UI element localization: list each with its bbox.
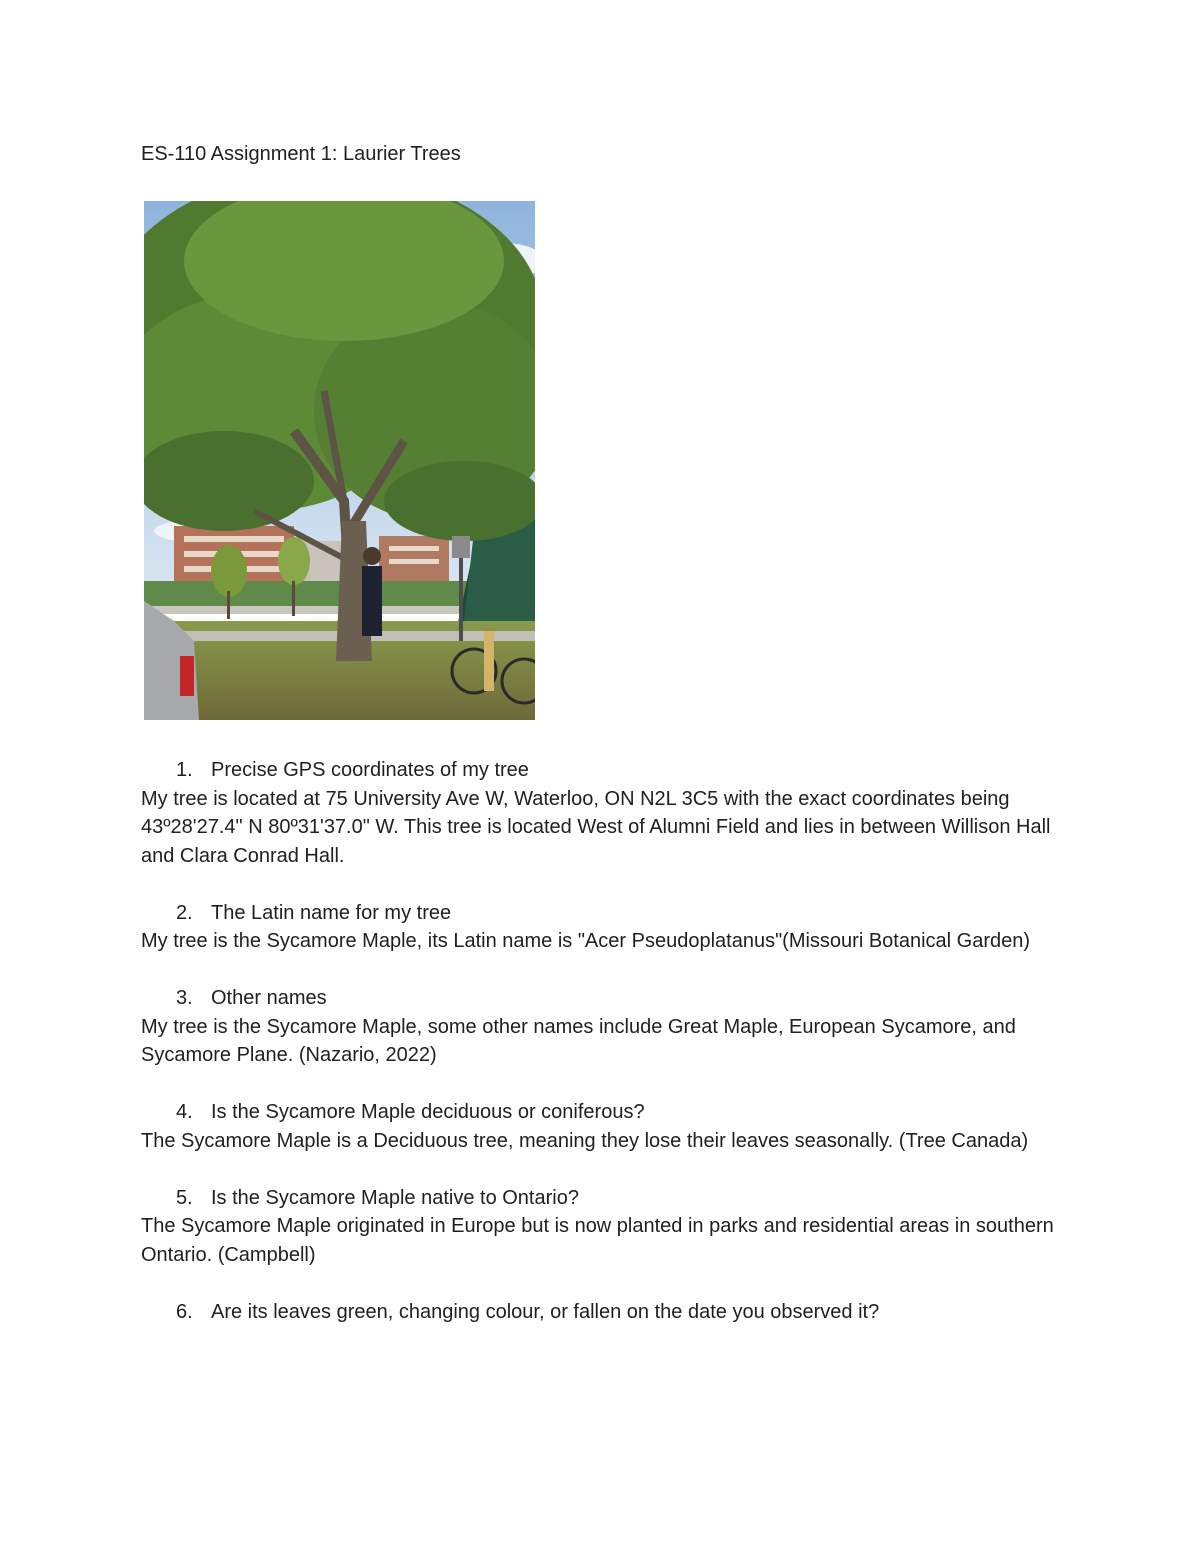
answer-5: The Sycamore Maple originated in Europe but is now planted in parks and residential areas in southern Ontario. (Campbell): [141, 1215, 1054, 1266]
document-title: ES-110 Assignment 1: Laurier Trees: [141, 143, 461, 165]
answer-3: My tree is the Sycamore Maple, some other names include Great Maple, European Sycamore, and Sycamore Plane. (Nazario, 2022): [141, 1015, 1016, 1066]
question-2: 2. The Latin name for my tree: [176, 901, 452, 924]
question-3: 3. Other names: [176, 987, 327, 1009]
question-6: 6. Are its leaves green, changing colour, or fallen on the date you observed it?: [176, 1300, 880, 1323]
answer-2: My tree is the Sycamore Maple, its Latin name is "Acer Pseudoplatanus"(Missouri Botanical Garden): [141, 930, 1031, 952]
assignment-content: [141, 756, 1071, 1326]
question-5: 5. Is the Sycamore Maple native to Ontario?: [176, 1186, 579, 1209]
question-4: 4. Is the Sycamore Maple deciduous or coniferous?: [176, 1101, 645, 1123]
answer-1: My tree is located at 75 University Ave W, Waterloo, ON N2L 3C5 with the exact coordinates being 43º28'27.4" N 80º31'37.0" W. This tree is located West of Alumni Field and lies in between Willison Hall and Clara Conrad Hall.: [141, 787, 1051, 867]
tree-photo: [144, 201, 535, 720]
question-1: 1. Precise GPS coordinates of my tree: [176, 759, 529, 781]
answer-4: The Sycamore Maple is a Deciduous tree, meaning they lose their leaves seasonally. (Tree Canada): [141, 1129, 1029, 1152]
